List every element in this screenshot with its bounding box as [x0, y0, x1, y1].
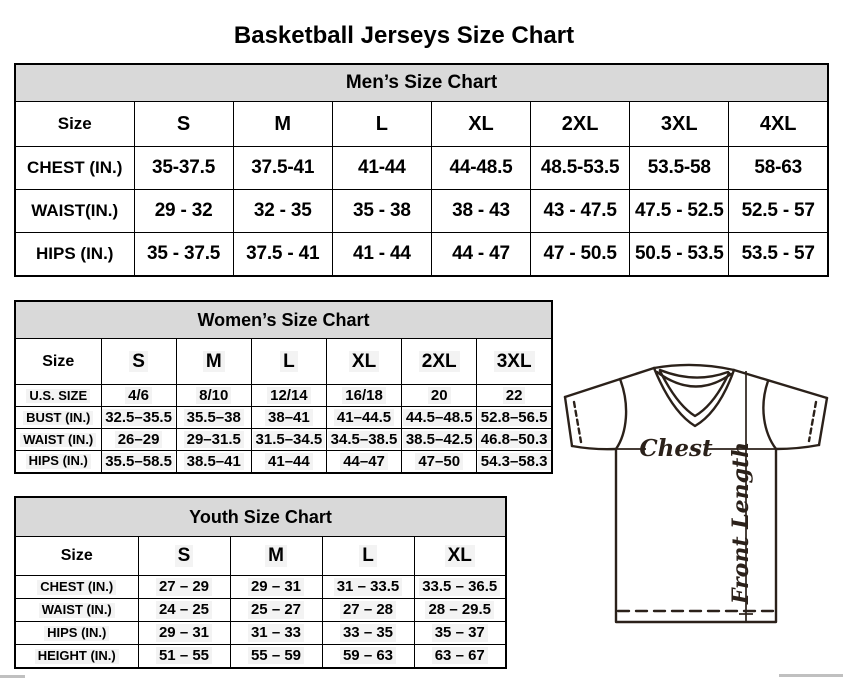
- size-range-cell: 34.5–38.5: [326, 429, 401, 451]
- row-label: HEIGHT (IN.): [15, 645, 138, 668]
- row-label: WAIST(IN.): [15, 190, 134, 233]
- row-label: WAIST (IN.): [15, 599, 138, 622]
- mens-size-table: [14, 63, 829, 277]
- size-range-cell: 31 – 33: [230, 622, 322, 645]
- youth-table-title-row: [15, 497, 506, 537]
- table-row: [15, 576, 506, 599]
- size-range-cell: 16/18: [326, 385, 401, 407]
- column-header: M: [230, 537, 322, 576]
- size-range-cell: 44–47: [326, 451, 401, 473]
- size-range-cell: 12/14: [251, 385, 326, 407]
- scrollbar-fragment-left: [0, 675, 25, 678]
- size-range-cell: 46.8–50.3: [477, 429, 552, 451]
- table-row: [15, 190, 828, 233]
- size-range-cell: 28 – 29.5: [414, 599, 506, 622]
- size-range-cell: 31.5–34.5: [251, 429, 326, 451]
- table-row: [15, 407, 552, 429]
- size-range-cell: 29 – 31: [138, 622, 230, 645]
- column-header: 4XL: [729, 102, 828, 147]
- page-title: Basketball Jerseys Size Chart: [233, 22, 575, 50]
- size-range-cell: 41-44: [332, 147, 431, 190]
- column-header: Size: [15, 102, 134, 147]
- column-header: 2XL: [402, 339, 477, 385]
- column-header: L: [322, 537, 414, 576]
- column-header: XL: [326, 339, 401, 385]
- size-range-cell: 53.5-58: [630, 147, 729, 190]
- size-range-cell: 41–44: [251, 451, 326, 473]
- right-cuff-dashed-line: [809, 402, 816, 441]
- collar-back-arc-shallow: [660, 370, 728, 378]
- size-range-cell: 24 – 25: [138, 599, 230, 622]
- row-label: HIPS (IN.): [15, 451, 101, 473]
- size-range-cell: 35.5–58.5: [101, 451, 176, 473]
- size-range-cell: 50.5 - 53.5: [630, 233, 729, 276]
- column-header: XL: [414, 537, 506, 576]
- column-header: S: [101, 339, 176, 385]
- row-label: HIPS (IN.): [15, 233, 134, 276]
- table-row: [15, 451, 552, 473]
- left-armhole-seam: [616, 379, 626, 449]
- size-range-cell: 29–31.5: [176, 429, 251, 451]
- size-range-cell: 41 - 44: [332, 233, 431, 276]
- column-header: S: [134, 102, 233, 147]
- size-range-cell: 47.5 - 52.5: [630, 190, 729, 233]
- left-cuff-dashed-line: [574, 402, 581, 442]
- size-range-cell: 32 - 35: [233, 190, 332, 233]
- column-header: XL: [431, 102, 530, 147]
- size-range-cell: 37.5-41: [233, 147, 332, 190]
- table-row: [15, 622, 506, 645]
- table-row: [15, 429, 552, 451]
- youth-column-header-row: [15, 537, 506, 576]
- column-header: L: [332, 102, 431, 147]
- column-header: Size: [15, 537, 138, 576]
- table-row: [15, 645, 506, 668]
- column-header: 3XL: [630, 102, 729, 147]
- chest-label: Chest: [639, 435, 713, 462]
- jersey-measurement-diagram: [550, 355, 843, 665]
- size-range-cell: 35.5–38: [176, 407, 251, 429]
- size-range-cell: 63 – 67: [414, 645, 506, 668]
- column-header: L: [251, 339, 326, 385]
- right-sleeve-cuff: [819, 398, 827, 445]
- size-range-cell: 47 - 50.5: [531, 233, 630, 276]
- size-range-cell: 31 – 33.5: [322, 576, 414, 599]
- size-range-cell: 35 - 38: [332, 190, 431, 233]
- size-range-cell: 4/6: [101, 385, 176, 407]
- size-range-cell: 48.5-53.5: [531, 147, 630, 190]
- left-sleeve-cuff: [565, 397, 572, 446]
- size-range-cell: 8/10: [176, 385, 251, 407]
- youth-size-table: [14, 496, 507, 669]
- collar-top-edge: [654, 365, 734, 370]
- left-shoulder-line: [565, 368, 654, 397]
- size-range-cell: 43 - 47.5: [531, 190, 630, 233]
- size-range-cell: 54.3–58.3: [477, 451, 552, 473]
- row-label: U.S. SIZE: [15, 385, 101, 407]
- right-armhole-seam: [763, 381, 776, 449]
- size-range-cell: 27 – 29: [138, 576, 230, 599]
- size-range-cell: 33.5 – 36.5: [414, 576, 506, 599]
- table-row: [15, 233, 828, 276]
- row-label: CHEST (IN.): [15, 576, 138, 599]
- row-label: HIPS (IN.): [15, 622, 138, 645]
- size-range-cell: 58-63: [729, 147, 828, 190]
- size-range-cell: 44 - 47: [431, 233, 530, 276]
- size-range-cell: 52.8–56.5: [477, 407, 552, 429]
- womens-size-table: [14, 300, 553, 474]
- size-range-cell: 41–44.5: [326, 407, 401, 429]
- size-range-cell: 38 - 43: [431, 190, 530, 233]
- size-range-cell: 35 - 37.5: [134, 233, 233, 276]
- right-sleeve-underside: [776, 445, 819, 449]
- womens-column-header-row: [15, 339, 552, 385]
- row-label: CHEST (IN.): [15, 147, 134, 190]
- table-row: [15, 599, 506, 622]
- size-range-cell: 47–50: [402, 451, 477, 473]
- right-shoulder-line: [734, 370, 827, 398]
- scrollbar-fragment-right: [779, 674, 843, 677]
- size-range-cell: 32.5–35.5: [101, 407, 176, 429]
- size-range-cell: 25 – 27: [230, 599, 322, 622]
- size-range-cell: 35 – 37: [414, 622, 506, 645]
- size-range-cell: 53.5 - 57: [729, 233, 828, 276]
- size-range-cell: 20: [402, 385, 477, 407]
- mens-table-title: Men’s Size Chart: [15, 64, 828, 102]
- table-row: [15, 147, 828, 190]
- front-length-label: Front Length: [728, 441, 754, 605]
- size-range-cell: 27 – 28: [322, 599, 414, 622]
- table-row: [15, 385, 552, 407]
- size-range-cell: 52.5 - 57: [729, 190, 828, 233]
- column-header: M: [176, 339, 251, 385]
- size-range-cell: 44-48.5: [431, 147, 530, 190]
- row-label: WAIST (IN.): [15, 429, 101, 451]
- size-range-cell: 38.5–41: [176, 451, 251, 473]
- size-range-cell: 55 – 59: [230, 645, 322, 668]
- column-header: S: [138, 537, 230, 576]
- column-header: Size: [15, 339, 101, 385]
- size-range-cell: 33 – 35: [322, 622, 414, 645]
- womens-table-title: Women’s Size Chart: [15, 301, 552, 339]
- column-header: 3XL: [477, 339, 552, 385]
- size-range-cell: 35-37.5: [134, 147, 233, 190]
- column-header: M: [233, 102, 332, 147]
- column-header: 2XL: [531, 102, 630, 147]
- youth-table-title: Youth Size Chart: [15, 497, 506, 537]
- mens-column-header-row: [15, 102, 828, 147]
- size-range-cell: 22: [477, 385, 552, 407]
- size-range-cell: 29 – 31: [230, 576, 322, 599]
- size-range-cell: 26–29: [101, 429, 176, 451]
- size-range-cell: 29 - 32: [134, 190, 233, 233]
- left-sleeve-underside: [572, 446, 616, 449]
- womens-table-title-row: [15, 301, 552, 339]
- size-range-cell: 51 – 55: [138, 645, 230, 668]
- size-range-cell: 38–41: [251, 407, 326, 429]
- size-range-cell: 38.5–42.5: [402, 429, 477, 451]
- row-label: BUST (IN.): [15, 407, 101, 429]
- size-range-cell: 44.5–48.5: [402, 407, 477, 429]
- mens-table-title-row: [15, 64, 828, 102]
- size-range-cell: 37.5 - 41: [233, 233, 332, 276]
- size-range-cell: 59 – 63: [322, 645, 414, 668]
